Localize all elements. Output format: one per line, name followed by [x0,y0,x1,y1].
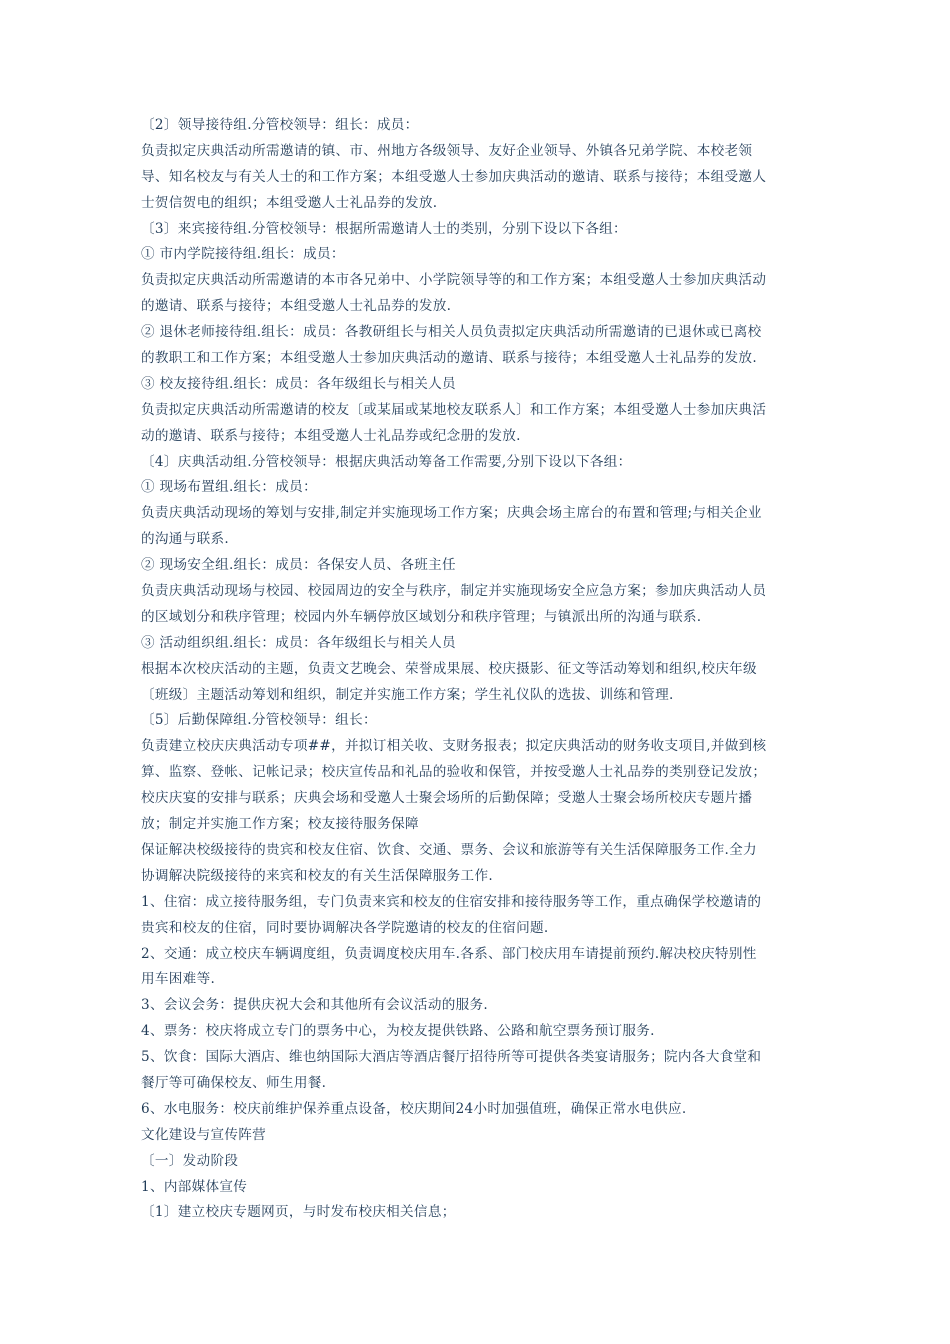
text-line: 的沟通与联系. [141,531,229,548]
text-line: 〔班级〕主题活动筹划和组织，制定并实施工作方案；学生礼仪队的选拔、训练和管理. [141,686,674,703]
text-line: 保证解决校级接待的贵宾和校友住宿、饮食、交通、票务、会议和旅游等有关生活保障服务工作.全力 [141,841,757,858]
text-line: ① 现场布置组.组长：成员： [141,479,317,496]
text-line: 导、知名校友与有关人士的和工作方案；本组受邀人士参加庆典活动的邀请、联系与接待；本组受邀人 [141,168,767,185]
document-body [141,113,816,1226]
text-line: ③ 活动组织组.组长：成员：各年级组长与相关人员 [141,634,456,651]
text-line: 负责庆典活动现场与校园、校园周边的安全与秩序，制定并实施现场安全应急方案；参加庆典活动人员 [141,583,767,600]
text-line: 协调解决院级接待的来宾和校友的有关生活保障服务工作. [141,867,493,884]
text-line: 算、监察、登帐、记帐记录；校庆宣传品和礼品的验收和保管，并按受邀人士礼品券的类别登记发放； [141,764,767,781]
text-line: 1、内部媒体宣传 [141,1178,248,1195]
text-line: ① 市内学院接待组.组长：成员： [141,246,345,263]
text-line: 6、水电服务：校庆前维护保养重点设备，校庆期间24小时加强值班，确保正常水电供应. [141,1100,687,1117]
text-line: 〔一〕发动阶段 [141,1152,239,1169]
text-line: 〔3〕来宾接待组.分管校领导：根据所需邀请人士的类别，分别下设以下各组： [141,220,627,237]
text-line: 负责拟定庆典活动所需邀请的校友〔或某届或某地校友联系人〕和工作方案；本组受邀人士参加庆典活 [141,401,767,418]
text-line: 的教职工和工作方案；本组受邀人士参加庆典活动的邀请、联系与接待；本组受邀人士礼品券的发放. [141,350,757,367]
text-line: 〔1〕建立校庆专题网页，与时发布校庆相关信息； [141,1204,456,1221]
text-line: ③ 校友接待组.组长：成员：各年级组长与相关人员 [141,375,456,392]
text-line: 3、会议会务：提供庆祝大会和其他所有会议活动的服务. [141,997,489,1014]
text-line: 贵宾和校友的住宿，同时要协调解决各学院邀请的校友的住宿问题. [141,919,549,936]
text-line: 负责拟定庆典活动所需邀请的镇、市、州地方各级领导、友好企业领导、外镇各兄弟学院、本校老领 [141,142,753,159]
text-line: 负责庆典活动现场的筹划与安排,制定并实施现场工作方案；庆典会场主席台的布置和管理;与相关企业 [141,505,762,522]
text-line: ② 现场安全组.组长：成员：各保安人员、各班主任 [141,557,456,574]
text-line: 士贺信贺电的组织；本组受邀人士礼品券的发放. [141,194,438,211]
text-line: 动的邀请、联系与接待；本组受邀人士礼品券或纪念册的发放. [141,427,521,444]
text-line: 校庆庆宴的安排与联系；庆典会场和受邀人士聚会场所的后勤保障；受邀人士聚会场所校庆专题片播 [141,790,753,807]
text-line: 负责建立校庆庆典活动专项##，并拟订相关收、支财务报表；拟定庆典活动的财务收支项目,并做到核 [141,738,767,755]
text-line: 1、住宿：成立接待服务组，专门负责来宾和校友的住宿安排和接待服务等工作，重点确保学校邀请的 [141,893,762,910]
text-line: 负责拟定庆典活动所需邀请的本市各兄弟中、小学院领导等的和工作方案；本组受邀人士参加庆典活动 [141,272,767,289]
text-line: 餐厅等可确保校友、师生用餐. [141,1074,327,1091]
text-line: 放；制定并实施工作方案；校友接待服务保障 [141,816,419,833]
text-line: 4、票务：校庆将成立专门的票务中心，为校友提供铁路、公路和航空票务预订服务. [141,1023,655,1040]
text-line: 〔4〕庆典活动组.分管校领导：根据庆典活动筹备工作需要,分别下设以下各组： [141,453,632,470]
text-line: 〔2〕领导接待组.分管校领导：组长：成员： [141,117,419,133]
text-line: 的邀请、联系与接待；本组受邀人士礼品券的发放. [141,298,452,315]
text-line: 的区域划分和秩序管理；校园内外车辆停放区域划分和秩序管理；与镇派出所的沟通与联系. [141,608,702,625]
text-line: 〔5〕后勤保障组.分管校领导：组长： [141,712,377,729]
text-line: 用车困难等. [141,971,216,988]
text-line: 5、饮食：国际大酒店、维也纳国际大酒店等酒店餐厅招待所等可提供各类宴请服务；院内各大食堂和 [141,1049,762,1066]
text-line: 文化建设与宣传阵营 [141,1126,267,1143]
text-line: ② 退休老师接待组.组长：成员：各教研组长与相关人员负责拟定庆典活动所需邀请的已退休或已离校 [141,324,762,341]
text-line: 2、交通：成立校庆车辆调度组，负责调度校庆用车.各系、部门校庆用车请提前预约.解决校庆特别性 [141,945,757,962]
text-line: 根据本次校庆活动的主题，负责文艺晚会、荣誉成果展、校庆摄影、征文等活动筹划和组织,校庆年级 [141,660,757,677]
